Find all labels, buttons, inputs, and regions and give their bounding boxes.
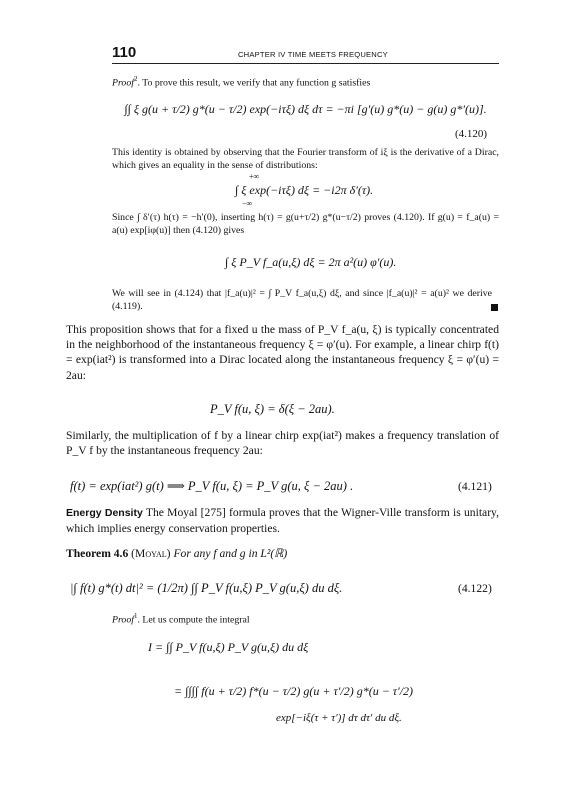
equation-number-4-121: (4.121) (458, 480, 492, 493)
header-rule (112, 63, 499, 64)
proof2-paragraph-1: This identity is obtained by observing that the Fourier transform of iξ is the derivative of a Dirac, which gives an equality in the sense of distributions: (112, 147, 499, 171)
proof1-intro: Proof$^1$. Let us compute the integral (112, 612, 250, 626)
integral-line-3: exp[−iξ(τ + τ′)] dτ dτ′ du dξ. (276, 712, 402, 724)
equation-4-120: ∫∫ ξ g(u + τ/2) g*(u − τ/2) exp(−iτξ) dξ dτ = −πi [g′(u) g*(u) − g(u) g*′(u)]. (124, 102, 487, 116)
equation-4-121: f(t) = exp(iat²) g(t) ⟹ P_V f(u, ξ) = P_V g(u, ξ − 2au) . (70, 479, 354, 493)
proof2-intro-text: To prove this result, we verify that any function g satisfies (142, 77, 371, 89)
eq2-body: ∫ ξ exp(−iτξ) dξ = −i2π δ′(τ). (235, 183, 374, 197)
energy-density-text: The Moyal [275] formula proves that the Wigner-Ville transform is unitary, which implies energy conservation properties. (66, 506, 499, 536)
theorem-name: (Moyal) (131, 547, 171, 560)
equation-dirac-derivative (225, 172, 405, 208)
main-paragraph-1: This proposition shows that for a fixed u the mass of P_V f_a(u, ξ) is typically concentrated in the neighborhood of the instantaneous frequency ξ = φ′(u). For example, a linear chirp f(t) = exp(iat²) is transformed into a Dirac located along the instantaneous frequency ξ = φ′(u) = 2au: (66, 323, 499, 382)
proof1-intro-text: Let us compute the integral (142, 614, 250, 626)
eq2-lower-limit: −∞ (242, 199, 253, 208)
proof2-intro: Proof$^2$. To prove this result, we verify that any function g satisfies (112, 75, 371, 89)
energy-density-paragraph (66, 505, 499, 536)
theorem-statement: For any f and g in L²(ℝ) (173, 547, 288, 560)
theorem-label: Theorem 4.6 (66, 547, 129, 560)
integral-line-2: = ∫∫∫∫ f(u + τ/2) f*(u − τ/2) g(u + τ′/2) g*(u − τ′/2) (174, 684, 414, 698)
eq2-upper-limit: +∞ (249, 172, 260, 181)
energy-density-heading: Energy Density (66, 507, 143, 519)
integral-line-1: I = ∫∫ P_V f(u,ξ) P_V g(u,ξ) du dξ (148, 640, 309, 654)
main-paragraph-2: Similarly, the multiplication of f by a linear chirp exp(iat²) makes a frequency translation of P_V f by the instantaneous frequency 2au: (66, 429, 499, 458)
equation-number-4-120: (4.120) (455, 128, 488, 140)
equation-dirac-chirp: P_V f(u, ξ) = δ(ξ − 2au). (210, 402, 335, 416)
equation-4-122: |∫ f(t) g*(t) dt|² = (1/2π) ∫∫ P_V f(u,ξ) P_V g(u,ξ) du dξ. (70, 581, 343, 595)
proof1-label: Proof (112, 614, 134, 626)
running-head: CHAPTER IV TIME MEETS FREQUENCY (238, 50, 388, 59)
theorem-4-6 (66, 546, 499, 561)
equation-number-4-122: (4.122) (458, 582, 492, 595)
qed-mark (491, 304, 498, 311)
equation-4-120-consequence: ∫ ξ P_V f_a(u,ξ) dξ = 2π a²(u) φ′(u). (225, 255, 397, 269)
proof2-paragraph-2: Since ∫ δ′(τ) h(τ) = −h′(0), inserting h(τ) = g(u+τ/2) g*(u−τ/2) proves (4.120). If g(u) = f_a(u) = a(u) exp[iφ(u)] then (4.120) gives (112, 212, 499, 236)
proof2-label: Proof (112, 77, 134, 89)
proof2-paragraph-3: We will see in (4.124) that |f_a(u)|² = ∫ P_V f_a(u,ξ) dξ, and since |f_a(u)|² = a(u)² we derive (4.119). (112, 288, 492, 312)
page-number: 110 (112, 44, 137, 61)
